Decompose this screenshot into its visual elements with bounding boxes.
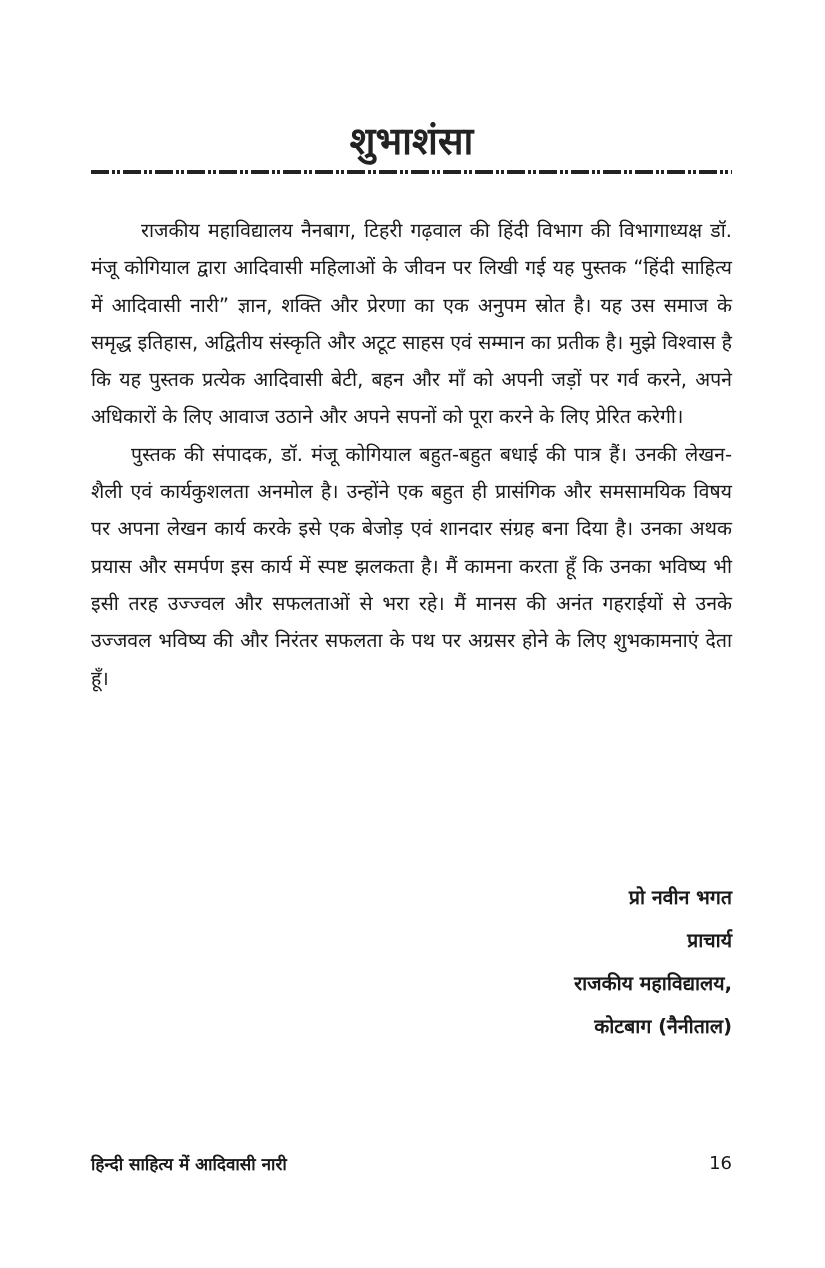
page-footer (91, 1152, 732, 1175)
document-page (91, 0, 732, 1268)
page-title: शुभाशंसा (349, 119, 474, 163)
signatory-designation: प्राचार्य (687, 929, 732, 952)
paragraph-2: पुस्तक की संपादक, डॉ. मंजू कोगियाल बहुत-बहुत बधाई की पात्र हैं। उनकी लेखन-शैली एवं कार्यकुशलता अनमोल है। उन्होंने एक बहुत ही प्रासंगिक और समसामयिक विषय पर अपना लेखन कार्य करके इसे एक बेजोड़ एवं शानदार संग्रह बना दिया है। उनका अथक प्रयास और समर्पण इस कार्य में स्पष्ट झलकता है। मैं कामना करता हूँ कि उनका भविष्य भी इसी तरह उज्ज्वल और सफलताओं से भरा रहे। मैं मानस की अनंत गहराईयों से उनके उज्जवल भविष्य की और निरंतर सफलता के पथ पर अग्रसर होने के लिए शुभकामनाएं देता हूँ। (91, 442, 732, 690)
page-number: 16 (709, 1153, 732, 1174)
signatory-place: कोटबाग (नैनीताल) (594, 1015, 732, 1038)
body-text (91, 212, 732, 697)
signatory-institution: राजकीय महाविद्यालय, (574, 972, 732, 995)
paragraph-1: राजकीय महाविद्यालय नैनबाग, टिहरी गढ़वाल की हिंदी विभाग की विभागाध्यक्ष डॉ. मंजू कोगियाल द्वारा आदिवासी महिलाओं के जीवन पर लिखी गई यह पुस्तक “हिंदी साहित्य में आदिवासी नारी” ज्ञान, शक्ति और प्रेरणा का एक अनुपम स्रोत है। यह उस समाज के समृद्ध इतिहास, अद्वितीय संस्कृति और अटूट साहस एवं सम्मान का प्रतीक है। मुझे विश्वास है कि यह पुस्तक प्रत्येक आदिवासी बेटी, बहन और माँ को अपनी जड़ों पर गर्व करने, अपने अधिकारों के लिए आवाज उठाने और अपने सपनों को पूरा करने के लिए प्रेरित करेगी। (91, 219, 732, 429)
signatory-name: प्रो नवीन भगत (628, 886, 732, 909)
decorative-divider (91, 170, 732, 174)
signature-block (574, 876, 732, 1048)
footer-book-title: हिन्दी साहित्य में आदिवासी नारी (91, 1155, 287, 1175)
